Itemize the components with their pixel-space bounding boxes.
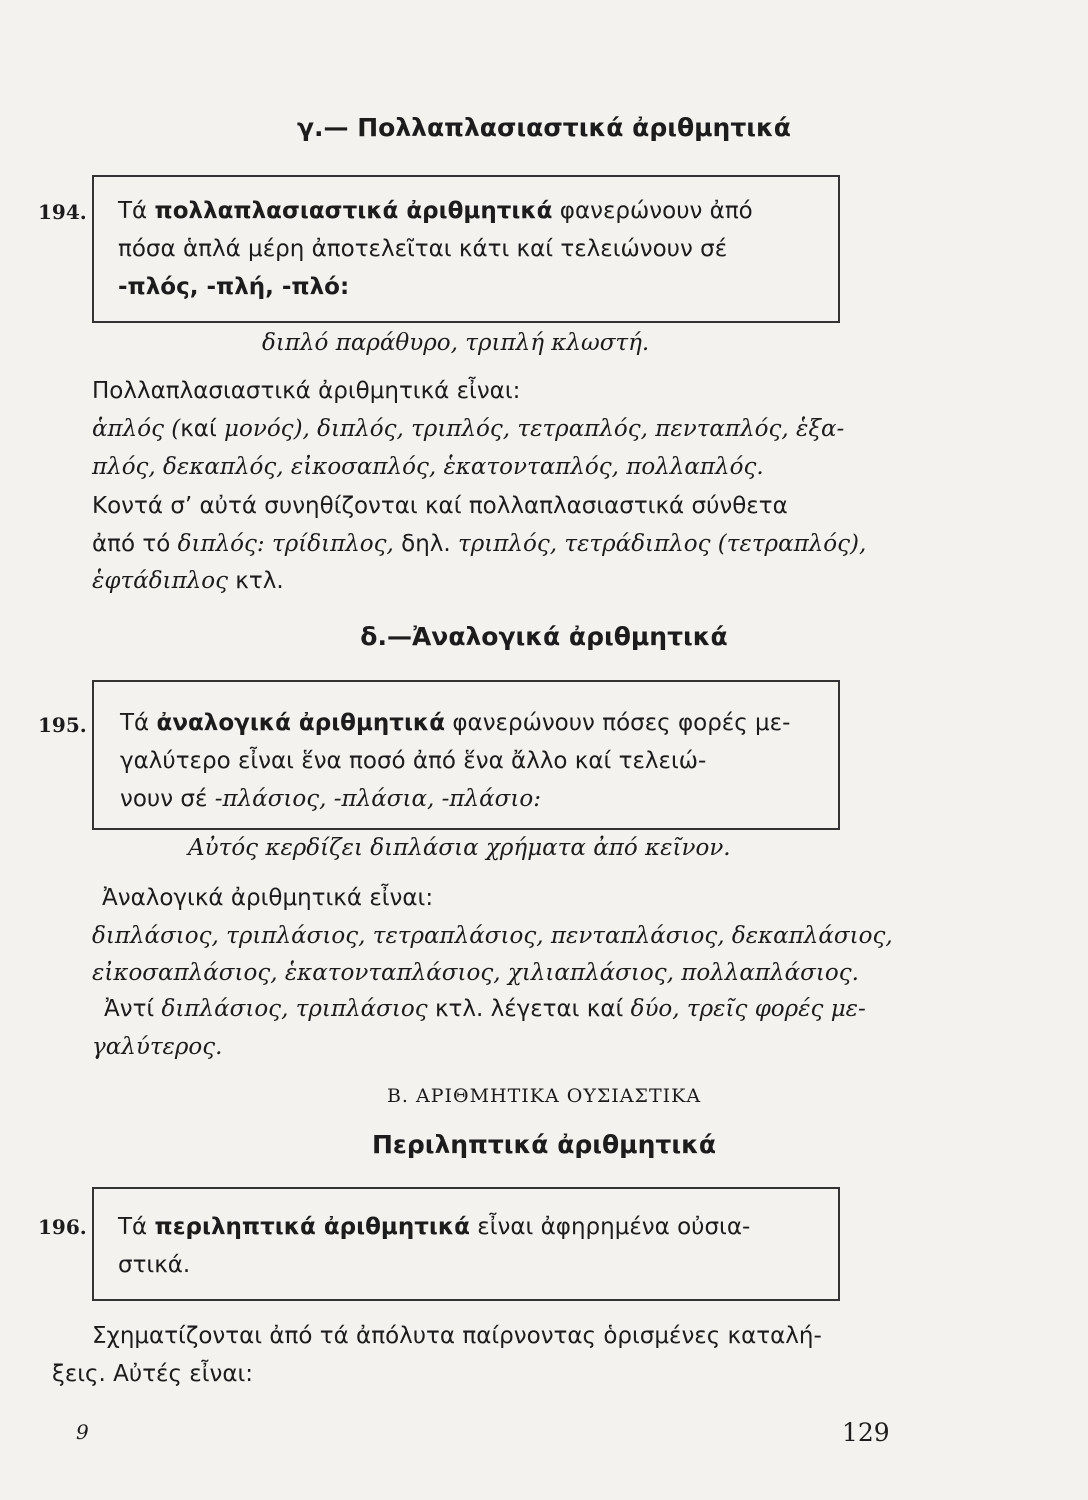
rule-box-196 — [92, 1187, 840, 1301]
section-d-heading: δ.—Ἀναλογικά ἀριθμητικά — [360, 622, 728, 651]
list-d-line-2: εἰκοσαπλάσιος, ἑκατονταπλάσιος, χιλιαπλάσιος, πολλαπλάσιος. — [92, 960, 859, 986]
paragraph-number-194: 194. — [38, 200, 87, 224]
note-d-line-1: Ἀντί διπλάσιος, τριπλάσιος κτλ. λέγεται καί δύο, τρεῖς φορές με- — [104, 996, 866, 1022]
list-intro-d: Ἀναλογικά ἀριθμητικά εἶναι: — [102, 885, 434, 911]
section-b-subtitle: Β. ΑΡΙΘΜΗΤΙΚΑ ΟΥΣΙΑΣΤΙΚΑ — [386, 1085, 702, 1107]
rule-195-line-1: Τά ἀναλογικά ἀριθμητικά φανερώνουν πόσες φορές με- — [120, 710, 791, 736]
page-number: 129 — [842, 1418, 890, 1447]
section-g-heading: γ.— Πολλαπλασιαστικά ἀριθμητικά — [297, 113, 791, 142]
body-b-line-1: Σχηματίζονται ἀπό τά ἀπόλυτα παίρνοντας ὁρισμένες καταλή- — [92, 1323, 822, 1349]
rule-195-line-3: νουν σέ -πλάσιος, -πλάσια, -πλάσιο: — [120, 786, 541, 812]
example-195: Αὐτός κερδίζει διπλάσια χρήματα ἀπό κεῖνον. — [188, 835, 731, 861]
section-b-heading: Περιληπτικά ἀριθμητικά — [371, 1130, 717, 1159]
body-b-line-2: ξεις. Αὐτές εἶναι: — [52, 1361, 254, 1387]
rule-195-line-2: γαλύτερο εἶναι ἕνα ποσό ἀπό ἕνα ἄλλο καί τελειώ- — [120, 748, 707, 774]
compound-line-2: ἀπό τό διπλός: τρίδιπλος, δηλ. τριπλός, τετράδιπλος (τετραπλός), — [92, 531, 867, 557]
signature-mark: 9 — [76, 1420, 89, 1444]
rule-196-line-1: Τά περιληπτικά ἀριθμητικά εἶναι ἀφηρημένα οὐσια- — [118, 1214, 751, 1240]
list-intro-g: Πολλαπλασιαστικά ἀριθμητικά εἶναι: — [92, 378, 521, 404]
example-194: διπλό παράθυρο, τριπλή κλωστή. — [262, 330, 650, 356]
rule-194-line-1: Τά πολλαπλασιαστικά ἀριθμητικά φανερώνουν ἀπό — [118, 198, 753, 224]
list-g-line-1: ἁπλός (καί μονός), διπλός, τριπλός, τετραπλός, πενταπλός, ἑξα- — [92, 416, 845, 442]
compound-line-3: ἑφτάδιπλος κτλ. — [92, 568, 284, 594]
paragraph-number-195: 195. — [38, 713, 87, 737]
note-d-line-2: γαλύτερος. — [92, 1034, 223, 1060]
rule-194-line-3: -πλός, -πλή, -πλό: — [118, 274, 350, 300]
list-d-line-1: διπλάσιος, τριπλάσιος, τετραπλάσιος, πενταπλάσιος, δεκαπλάσιος, — [92, 923, 893, 949]
paragraph-number-196: 196. — [38, 1215, 87, 1239]
list-g-line-2: πλός, δεκαπλός, εἰκοσαπλός, ἑκατονταπλός, πολλαπλός. — [92, 454, 764, 480]
rule-196-line-2: στικά. — [118, 1252, 191, 1278]
compound-line-1: Κοντά σ’ αὐτά συνηθίζονται καί πολλαπλασιαστικά σύνθετα — [92, 493, 788, 519]
rule-194-line-2: πόσα ἁπλά μέρη ἀποτελεῖται κάτι καί τελειώνουν σέ — [118, 236, 728, 262]
